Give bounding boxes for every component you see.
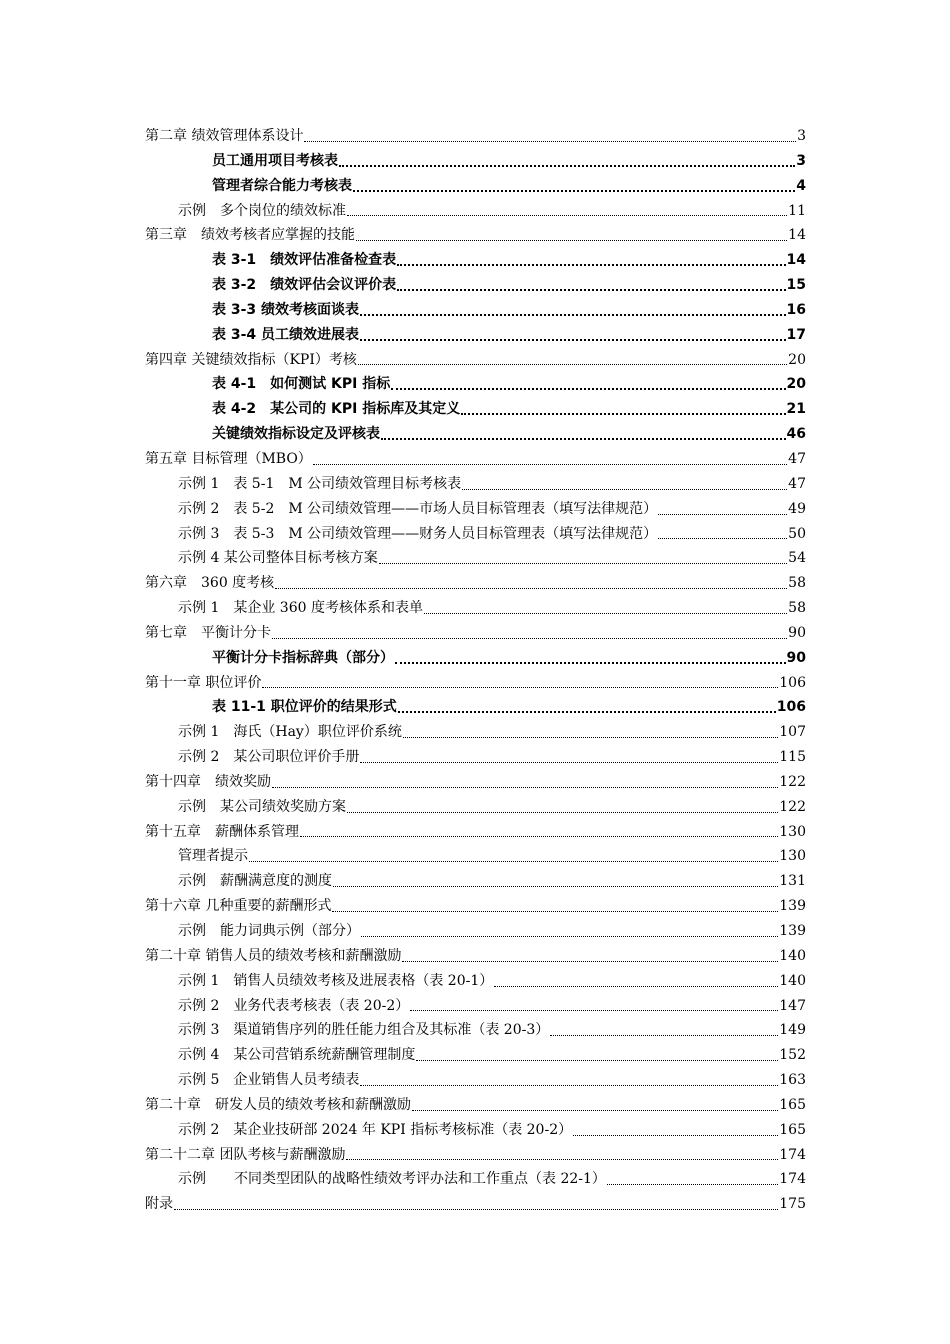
toc-leader-dots bbox=[381, 437, 786, 440]
toc-leader-dots bbox=[397, 288, 785, 291]
toc-leader-dots bbox=[353, 189, 795, 192]
toc-entry[interactable] bbox=[145, 571, 806, 596]
toc-entry-page: 122 bbox=[779, 798, 806, 815]
toc-entry[interactable] bbox=[145, 695, 806, 720]
toc-leader-dots bbox=[300, 835, 778, 837]
toc-entry[interactable] bbox=[145, 894, 806, 919]
toc-entry-title: 第二章 绩效管理体系设计 bbox=[145, 128, 304, 144]
toc-leader-dots bbox=[174, 1208, 778, 1210]
toc-entry[interactable] bbox=[145, 1143, 806, 1168]
toc-leader-dots bbox=[402, 960, 778, 962]
toc-entry[interactable] bbox=[145, 621, 806, 646]
toc-entry[interactable] bbox=[145, 919, 806, 944]
toc-entry-title: 平衡计分卡指标辞典（部分） bbox=[212, 649, 394, 666]
toc-entry-page: 47 bbox=[788, 450, 806, 467]
toc-leader-dots bbox=[356, 239, 787, 241]
toc-entry[interactable] bbox=[145, 298, 806, 323]
toc-entry-page: 107 bbox=[779, 724, 806, 741]
toc-entry-page: 11 bbox=[788, 202, 806, 219]
toc-leader-dots bbox=[607, 1183, 778, 1185]
toc-entry-page: 115 bbox=[779, 749, 806, 766]
toc-leader-dots bbox=[416, 1059, 778, 1061]
toc-entry-title: 表 11-1 职位评价的结果形式 bbox=[212, 699, 397, 716]
toc-entry[interactable] bbox=[145, 1068, 806, 1093]
toc-entry-title: 示例 2 表 5-2 M 公司绩效管理——市场人员目标管理表（填写法律规范） bbox=[178, 500, 658, 517]
toc-entry-title: 示例 5 企业销售人员考绩表 bbox=[178, 1072, 360, 1089]
toc-entry[interactable] bbox=[145, 869, 806, 894]
toc-leader-dots bbox=[494, 985, 778, 987]
toc-entry-page: 139 bbox=[779, 898, 806, 915]
toc-entry[interactable] bbox=[145, 1167, 806, 1192]
toc-entry-page: 149 bbox=[779, 1022, 806, 1039]
toc-entry[interactable] bbox=[145, 944, 806, 969]
table-of-contents bbox=[145, 124, 806, 1217]
toc-entry[interactable] bbox=[145, 223, 806, 248]
toc-leader-dots bbox=[410, 1009, 778, 1011]
toc-entry[interactable] bbox=[145, 497, 806, 522]
toc-entry[interactable] bbox=[145, 720, 806, 745]
toc-leader-dots bbox=[658, 537, 787, 539]
toc-entry[interactable] bbox=[145, 447, 806, 472]
toc-leader-dots bbox=[398, 710, 776, 713]
toc-leader-dots bbox=[333, 885, 778, 887]
toc-entry[interactable] bbox=[145, 969, 806, 994]
toc-entry-title: 第七章 平衡计分卡 bbox=[145, 624, 271, 641]
toc-leader-dots bbox=[339, 164, 795, 167]
toc-entry-title: 表 3-3 绩效考核面谈表 bbox=[212, 301, 360, 318]
toc-entry[interactable] bbox=[145, 372, 806, 397]
toc-entry-page: 20 bbox=[788, 351, 806, 368]
toc-entry-title: 示例 4 某公司营销系统薪酬管理制度 bbox=[178, 1047, 416, 1064]
toc-entry[interactable] bbox=[145, 1192, 806, 1217]
toc-leader-dots bbox=[332, 910, 778, 912]
toc-entry-page: 147 bbox=[779, 997, 806, 1014]
toc-entry-page: 131 bbox=[779, 873, 806, 890]
toc-entry-title: 第十六章 几种重要的薪酬形式 bbox=[145, 898, 332, 915]
toc-entry[interactable] bbox=[145, 795, 806, 820]
toc-entry-title: 第十一章 职位评价 bbox=[145, 674, 262, 691]
toc-entry-title: 示例 2 某企业技研部 2024 年 KPI 指标考核标准（表 20-2） bbox=[178, 1121, 573, 1138]
toc-leader-dots bbox=[360, 1084, 778, 1086]
toc-entry[interactable] bbox=[145, 1118, 806, 1143]
toc-entry[interactable] bbox=[145, 397, 806, 422]
toc-leader-dots bbox=[347, 214, 787, 216]
toc-entry[interactable] bbox=[145, 174, 806, 199]
toc-entry-page: 58 bbox=[788, 600, 806, 617]
toc-entry-page: 3 bbox=[797, 128, 806, 144]
toc-entry-title: 示例 薪酬满意度的测度 bbox=[178, 873, 332, 890]
toc-entry-page: 54 bbox=[788, 550, 806, 567]
toc-leader-dots bbox=[379, 562, 787, 564]
toc-entry-title: 第十五章 薪酬体系管理 bbox=[145, 823, 299, 840]
toc-entry-title: 第二十章 研发人员的绩效考核和薪酬激励 bbox=[145, 1096, 411, 1113]
toc-entry-title: 示例 2 业务代表考核表（表 20-2） bbox=[178, 997, 410, 1014]
toc-entry-page: 174 bbox=[779, 1171, 806, 1188]
toc-entry[interactable] bbox=[145, 273, 806, 298]
toc-entry-page: 90 bbox=[786, 649, 806, 666]
toc-entry[interactable] bbox=[145, 671, 806, 696]
toc-leader-dots bbox=[397, 263, 785, 266]
toc-entry-title: 示例 1 表 5-1 M 公司绩效管理目标考核表 bbox=[178, 475, 462, 492]
toc-leader-dots bbox=[424, 612, 787, 614]
toc-entry-page: 49 bbox=[788, 500, 806, 517]
toc-leader-dots bbox=[550, 1034, 778, 1036]
toc-entry-page: 140 bbox=[779, 947, 806, 964]
toc-entry-page: 106 bbox=[779, 674, 806, 691]
toc-entry[interactable] bbox=[145, 422, 806, 447]
toc-entry-page: 122 bbox=[779, 773, 806, 790]
toc-entry-title: 第四章 关键绩效指标（KPI）考核 bbox=[145, 351, 357, 368]
toc-entry-page: 165 bbox=[779, 1096, 806, 1113]
toc-entry-page: 130 bbox=[779, 848, 806, 865]
toc-leader-dots bbox=[313, 463, 787, 465]
toc-leader-dots bbox=[360, 338, 785, 341]
toc-entry-page: 130 bbox=[779, 823, 806, 840]
toc-entry[interactable] bbox=[145, 820, 806, 845]
toc-entry-title: 附录 bbox=[145, 1196, 173, 1213]
toc-entry-page: 165 bbox=[779, 1121, 806, 1138]
toc-entry-title: 示例 某公司绩效奖励方案 bbox=[178, 798, 346, 815]
toc-entry[interactable] bbox=[145, 472, 806, 497]
toc-entry-title: 示例 能力词典示例（部分） bbox=[178, 923, 360, 939]
toc-leader-dots bbox=[461, 412, 785, 415]
toc-entry[interactable] bbox=[145, 199, 806, 224]
toc-entry-page: 15 bbox=[786, 277, 806, 294]
toc-entry[interactable] bbox=[145, 994, 806, 1019]
toc-entry-title: 第五章 目标管理（MBO） bbox=[145, 450, 312, 467]
toc-entry-page: 14 bbox=[788, 227, 806, 244]
toc-leader-dots bbox=[462, 488, 787, 490]
toc-entry-title: 示例 2 某公司职位评价手册 bbox=[178, 749, 360, 766]
toc-entry-title: 员工通用项目考核表 bbox=[212, 152, 338, 169]
toc-entry-page: 174 bbox=[779, 1146, 806, 1163]
toc-entry[interactable] bbox=[145, 745, 806, 770]
toc-leader-dots bbox=[304, 140, 796, 142]
toc-entry-title: 示例 3 表 5-3 M 公司绩效管理——财务人员目标管理表（填写法律规范） bbox=[178, 525, 658, 542]
toc-entry-title: 第二十章 销售人员的绩效考核和薪酬激励 bbox=[145, 947, 402, 964]
toc-entry-page: 58 bbox=[788, 575, 806, 592]
toc-entry-page: 14 bbox=[786, 252, 806, 269]
toc-leader-dots bbox=[262, 686, 778, 688]
toc-entry[interactable] bbox=[145, 546, 806, 571]
toc-leader-dots bbox=[360, 313, 785, 316]
toc-entry-page: 20 bbox=[786, 376, 806, 393]
toc-entry-title: 第三章 绩效考核者应掌握的技能 bbox=[145, 227, 355, 244]
toc-entry-title: 示例 不同类型团队的战略性绩效考评办法和工作重点（表 22-1） bbox=[178, 1171, 606, 1188]
toc-entry-page: 50 bbox=[788, 525, 806, 542]
toc-entry-title: 表 3-4 员工绩效进展表 bbox=[212, 326, 360, 343]
toc-entry-title: 示例 3 渠道销售序列的胜任能力组合及其标准（表 20-3） bbox=[178, 1022, 550, 1039]
toc-leader-dots bbox=[272, 786, 778, 788]
toc-entry[interactable] bbox=[145, 596, 806, 621]
toc-entry[interactable] bbox=[145, 770, 806, 795]
toc-leader-dots bbox=[358, 363, 787, 365]
toc-entry-page: 3 bbox=[796, 152, 806, 169]
toc-leader-dots bbox=[249, 860, 778, 862]
toc-leader-dots bbox=[360, 761, 778, 763]
toc-entry-title: 表 3-2 绩效评估会议评价表 bbox=[212, 277, 397, 294]
toc-entry-title: 示例 4 某公司整体目标考核方案 bbox=[178, 550, 378, 567]
toc-leader-dots bbox=[403, 736, 778, 738]
toc-entry-page: 106 bbox=[776, 699, 806, 716]
toc-entry-page: 90 bbox=[788, 624, 806, 641]
toc-entry-title: 第六章 360 度考核 bbox=[145, 575, 275, 592]
toc-entry-page: 175 bbox=[779, 1196, 806, 1213]
toc-entry[interactable] bbox=[145, 1093, 806, 1118]
toc-entry-title: 表 3-1 绩效评估准备检查表 bbox=[212, 252, 397, 269]
toc-entry-title: 示例 1 海氏（Hay）职位评价系统 bbox=[178, 724, 402, 741]
toc-entry-page: 139 bbox=[779, 923, 806, 939]
toc-leader-dots bbox=[275, 587, 787, 589]
toc-entry[interactable] bbox=[145, 844, 806, 869]
toc-entry[interactable] bbox=[145, 323, 806, 348]
toc-entry-page: 140 bbox=[779, 972, 806, 989]
toc-entry[interactable] bbox=[145, 348, 806, 373]
toc-entry-title: 管理者综合能力考核表 bbox=[212, 177, 352, 194]
toc-entry[interactable] bbox=[145, 522, 806, 547]
toc-entry-title: 第二十二章 团队考核与薪酬激励 bbox=[145, 1146, 346, 1163]
toc-entry[interactable] bbox=[145, 149, 806, 174]
toc-leader-dots bbox=[272, 637, 787, 639]
toc-entry[interactable] bbox=[145, 124, 806, 149]
toc-entry-page: 16 bbox=[786, 301, 806, 318]
toc-leader-dots bbox=[347, 811, 778, 813]
toc-entry-page: 47 bbox=[788, 475, 806, 492]
toc-leader-dots bbox=[412, 1109, 778, 1111]
toc-leader-dots bbox=[361, 935, 778, 937]
toc-entry-title: 示例 1 某企业 360 度考核体系和表单 bbox=[178, 600, 423, 617]
toc-leader-dots bbox=[395, 661, 786, 664]
toc-entry-title: 关键绩效指标设定及评核表 bbox=[212, 426, 380, 443]
toc-entry-page: 21 bbox=[786, 401, 806, 418]
toc-leader-dots bbox=[573, 1134, 778, 1136]
toc-entry-page: 163 bbox=[779, 1072, 806, 1089]
toc-leader-dots bbox=[391, 387, 785, 390]
toc-entry-page: 17 bbox=[786, 326, 806, 343]
toc-leader-dots bbox=[346, 1158, 778, 1160]
toc-entry-title: 表 4-2 某公司的 KPI 指标库及其定义 bbox=[212, 401, 461, 418]
toc-entry-title: 示例 多个岗位的绩效标准 bbox=[178, 202, 346, 219]
toc-leader-dots bbox=[658, 513, 787, 515]
toc-entry-page: 152 bbox=[779, 1047, 806, 1064]
toc-entry[interactable] bbox=[145, 1043, 806, 1068]
toc-entry-title: 管理者提示 bbox=[178, 848, 248, 865]
toc-entry[interactable] bbox=[145, 1018, 806, 1043]
toc-entry-title: 示例 1 销售人员绩效考核及进展表格（表 20-1） bbox=[178, 972, 494, 989]
toc-entry[interactable] bbox=[145, 646, 806, 671]
toc-entry-page: 46 bbox=[786, 426, 806, 443]
toc-entry-page: 4 bbox=[796, 177, 806, 194]
toc-entry-title: 表 4-1 如何测试 KPI 指标 bbox=[212, 376, 391, 393]
toc-entry[interactable] bbox=[145, 248, 806, 273]
toc-entry-title: 第十四章 绩效奖励 bbox=[145, 773, 271, 790]
